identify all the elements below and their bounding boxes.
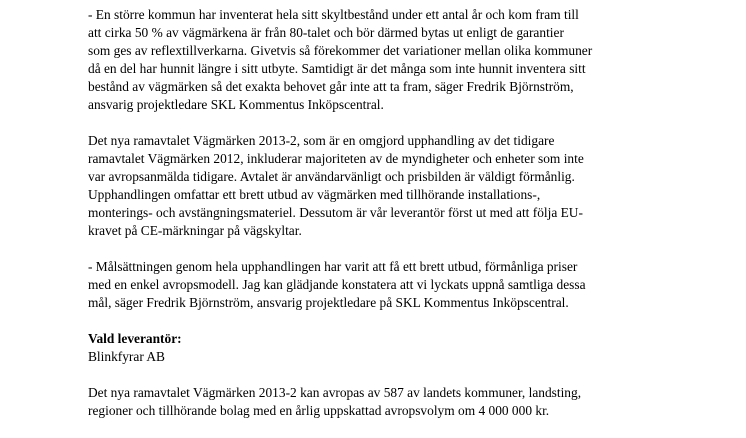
text-line: Det nya ramavtalet Vägmärken 2013-2, som är en omgjord upphandling av det tidigare: [88, 133, 555, 148]
text-line: var avropsanmälda tidigare. Avtalet är användarvänligt och prisbilden är väldigt förmånlig.: [88, 169, 575, 184]
text-line: kravet på CE-märkningar på vägskyltar.: [88, 223, 302, 238]
text-line: monterings- och avstängningsmateriel. Dessutom är vår leverantör först ut med att följa EU-: [88, 205, 583, 220]
paragraph-inventory-quote: [88, 6, 728, 114]
paragraph-framework-agreement: [88, 132, 728, 240]
text-line: med en enkel avropsmodell. Jag kan glädjande konstatera att vi lyckats uppnå samtliga dessa: [88, 277, 586, 292]
supplier-section: [88, 330, 728, 366]
text-line: mål, säger Fredrik Björnström, ansvarig projektledare på SKL Kommentus Inköpscentral.: [88, 295, 569, 310]
supplier-heading: Vald leverantör:: [88, 331, 182, 346]
text-line: att cirka 50 % av vägmärkena är från 80-talet och bör därmed bytas ut enligt de garantier: [88, 25, 564, 40]
text-line: Det nya ramavtalet Vägmärken 2013-2 kan avropas av 587 av landets kommuner, landsting,: [88, 385, 582, 400]
text-line: ansvarig projektledare SKL Kommentus Inköpscentral.: [88, 97, 384, 112]
paragraph-goal-quote: [88, 258, 728, 312]
supplier-name: Blinkfyrar AB: [88, 349, 165, 364]
text-line: då en del har hunnit längre i sitt utbyte. Samtidigt är det många som inte hunnit inventera sitt: [88, 61, 586, 76]
text-line: - Målsättningen genom hela upphandlingen har varit att få ett brett utbud, förmånliga priser: [88, 259, 578, 274]
text-line: bestånd av vägmärken så det exakta behovet går inte att ta fram, säger Fredrik Björnström,: [88, 79, 574, 94]
document-body: [88, 6, 728, 438]
text-line: Upphandlingen omfattar ett brett utbud av vägmärken med tillhörande installations-,: [88, 187, 541, 202]
text-line: - En större kommun har inventerat hela sitt skyltbestånd under ett antal år och kom fram till: [88, 7, 579, 22]
text-line: som ges av reflextillverkarna. Givetvis så förekommer det variationer mellan olika kommuner: [88, 43, 593, 58]
paragraph-closing: [88, 384, 728, 420]
text-line: regioner och tillhörande bolag med en årlig uppskattad avropsvolym om 4 000 000 kr.: [88, 403, 550, 418]
text-line: ramavtalet Vägmärken 2012, inkluderar majoriteten av de myndigheter och enheter som inte: [88, 151, 584, 166]
